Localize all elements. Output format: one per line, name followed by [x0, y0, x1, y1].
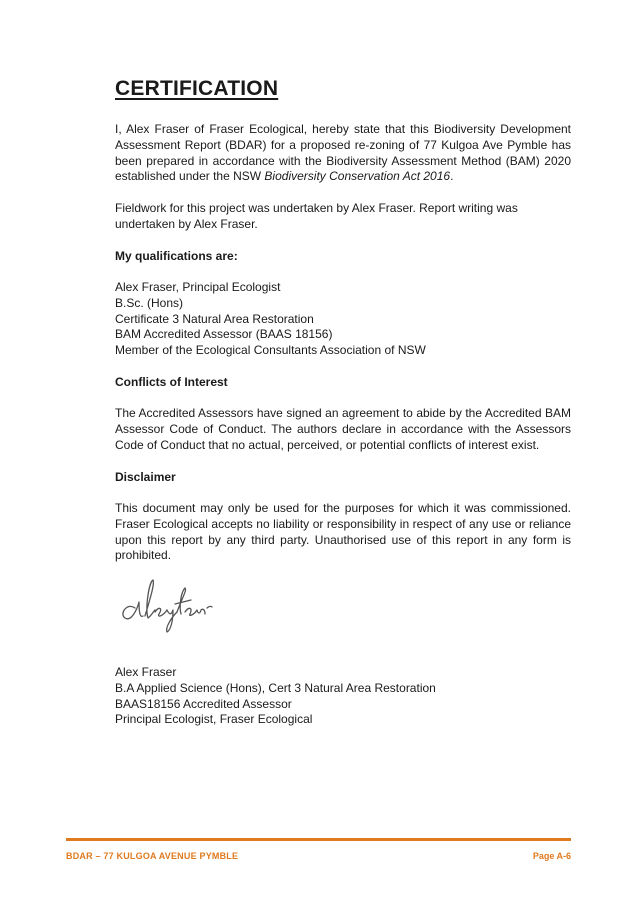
- qualifications-list: [115, 280, 426, 359]
- signatory-block: [115, 665, 436, 728]
- statement-act-name: Biodiversity Conservation Act 2016: [264, 169, 451, 184]
- disclaimer-text: This document may only be used for the purposes for which it was commissioned. Fraser Ecological accepts no liability or responsibility in respect of any use or reliance upon this report by any third party. Unauthorised use of this report in any form is prohibited.: [115, 501, 571, 563]
- qualification-item: Alex Fraser, Principal Ecologist: [115, 280, 281, 294]
- conflicts-text: The Accredited Assessors have signed an agreement to abide by the Accredited BAM Assessor Code of Conduct. The authors declare in accordance with the Assessors Code of Conduct that no actual, perceived, or potential conflicts of interest exist.: [115, 406, 571, 452]
- conflicts-heading: Conflicts of Interest: [115, 375, 228, 389]
- disclaimer-heading: Disclaimer: [115, 470, 176, 484]
- statement-end: .: [450, 169, 454, 184]
- qualification-item: BAM Accredited Assessor (BAAS 18156): [115, 327, 333, 342]
- certification-statement: [115, 122, 571, 185]
- statement-text: I, Alex Fraser of Fraser Ecological, hereby state that this Biodiversity Development Assessment Report (BDAR) for a proposed re-zoning of 77 Kulgoa Ave Pymble has been prepared in accordance with the Biodiversity Assessment Method (BAM) 2020 established under the NSW: [115, 122, 571, 184]
- page-title: CERTIFICATION: [115, 77, 279, 100]
- signature: [115, 572, 225, 634]
- footer-page-number: Page A-6: [532, 851, 571, 861]
- signatory-line: BAAS18156 Accredited Assessor: [115, 696, 292, 711]
- qualification-item: Member of the Ecological Consultants Association of NSW: [115, 343, 426, 358]
- qualification-item: B.Sc. (Hons): [115, 295, 184, 310]
- signatory-line: Alex Fraser: [115, 665, 177, 679]
- qualification-item: Certificate 3 Natural Area Restoration: [115, 311, 314, 326]
- fieldwork-statement: Fieldwork for this project was undertaken by Alex Fraser. Report writing was undertaken by Alex Fraser.: [115, 201, 518, 231]
- footer-divider: [66, 838, 571, 841]
- signatory-line: B.A Applied Science (Hons), Cert 3 Natural Area Restoration: [115, 680, 436, 695]
- qualifications-heading: My qualifications are:: [115, 249, 238, 263]
- footer-report-title: BDAR – 77 KULGOA AVENUE PYMBLE: [66, 851, 239, 861]
- signatory-line: Principal Ecologist, Fraser Ecological: [115, 712, 313, 727]
